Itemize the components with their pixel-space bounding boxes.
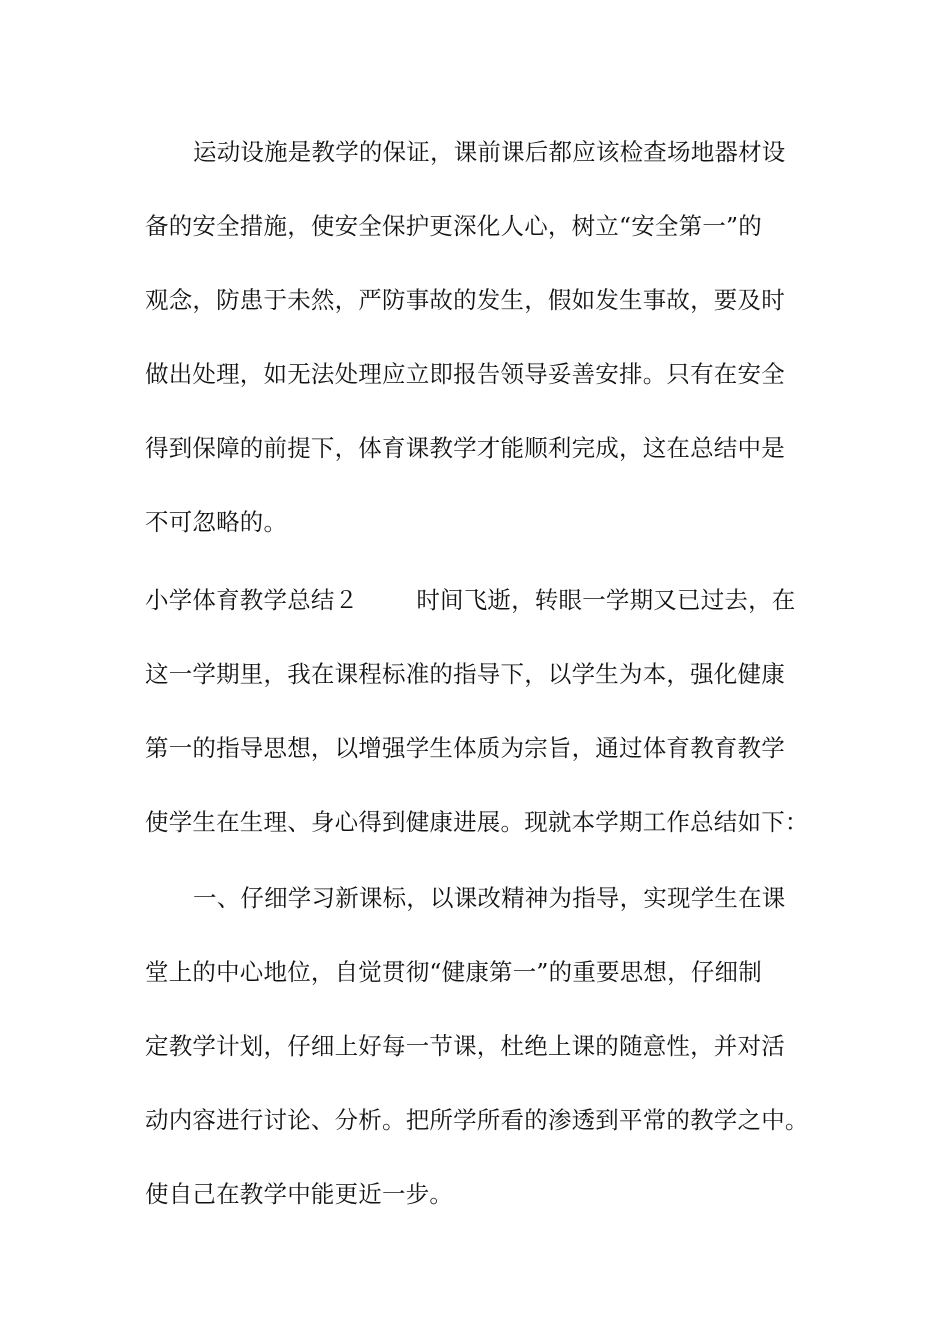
paragraph-line-1: 运动设施是教学的保证，课前课后都应该检查场地器材设 bbox=[193, 138, 786, 166]
section-intro-text: 时间飞逝，转眼一学期又已过去，在 bbox=[416, 586, 796, 614]
paragraph-line-12: 堂上的中心地位，自觉贯彻“健康第一”的重要思想，仔细制 bbox=[145, 958, 762, 986]
paragraph-line-9: 第一的指导思想，以增强学生体质为宗旨，通过体育教育教学 bbox=[145, 734, 785, 762]
section-heading-line bbox=[145, 584, 796, 616]
paragraph-line-8: 这一学期里，我在课程标准的指导下，以学生为本，强化健康 bbox=[145, 660, 785, 688]
paragraph-line-4: 做出处理，如无法处理应立即报告领导妥善安排。只有在安全 bbox=[145, 360, 785, 388]
paragraph-line-5: 得到保障的前提下，体育课教学才能顺利完成，这在总结中是 bbox=[145, 434, 785, 462]
paragraph-line-13: 定教学计划，仔细上好每一节课，杜绝上课的随意性，并对活 bbox=[145, 1032, 785, 1060]
paragraph-line-10: 使学生在生理、身心得到健康进展。现就本学期工作总结如下： bbox=[145, 808, 809, 836]
paragraph-line-2: 备的安全措施，使安全保护更深化人心，树立“安全第一”的 bbox=[145, 212, 762, 240]
paragraph-line-6: 不可忽略的。 bbox=[145, 508, 288, 536]
paragraph-line-11: 一、仔细学习新课标，以课改精神为指导，实现学生在课 bbox=[193, 884, 786, 912]
paragraph-line-14: 动内容进行讨论、分析。把所学所看的渗透到平常的教学之中。 bbox=[145, 1106, 809, 1134]
section-title: 小学体育教学总结２ bbox=[145, 586, 359, 614]
paragraph-line-15: 使自己在教学中能更近一步。 bbox=[145, 1180, 454, 1208]
paragraph-line-3: 观念，防患于未然，严防事故的发生，假如发生事故，要及时 bbox=[145, 286, 785, 314]
